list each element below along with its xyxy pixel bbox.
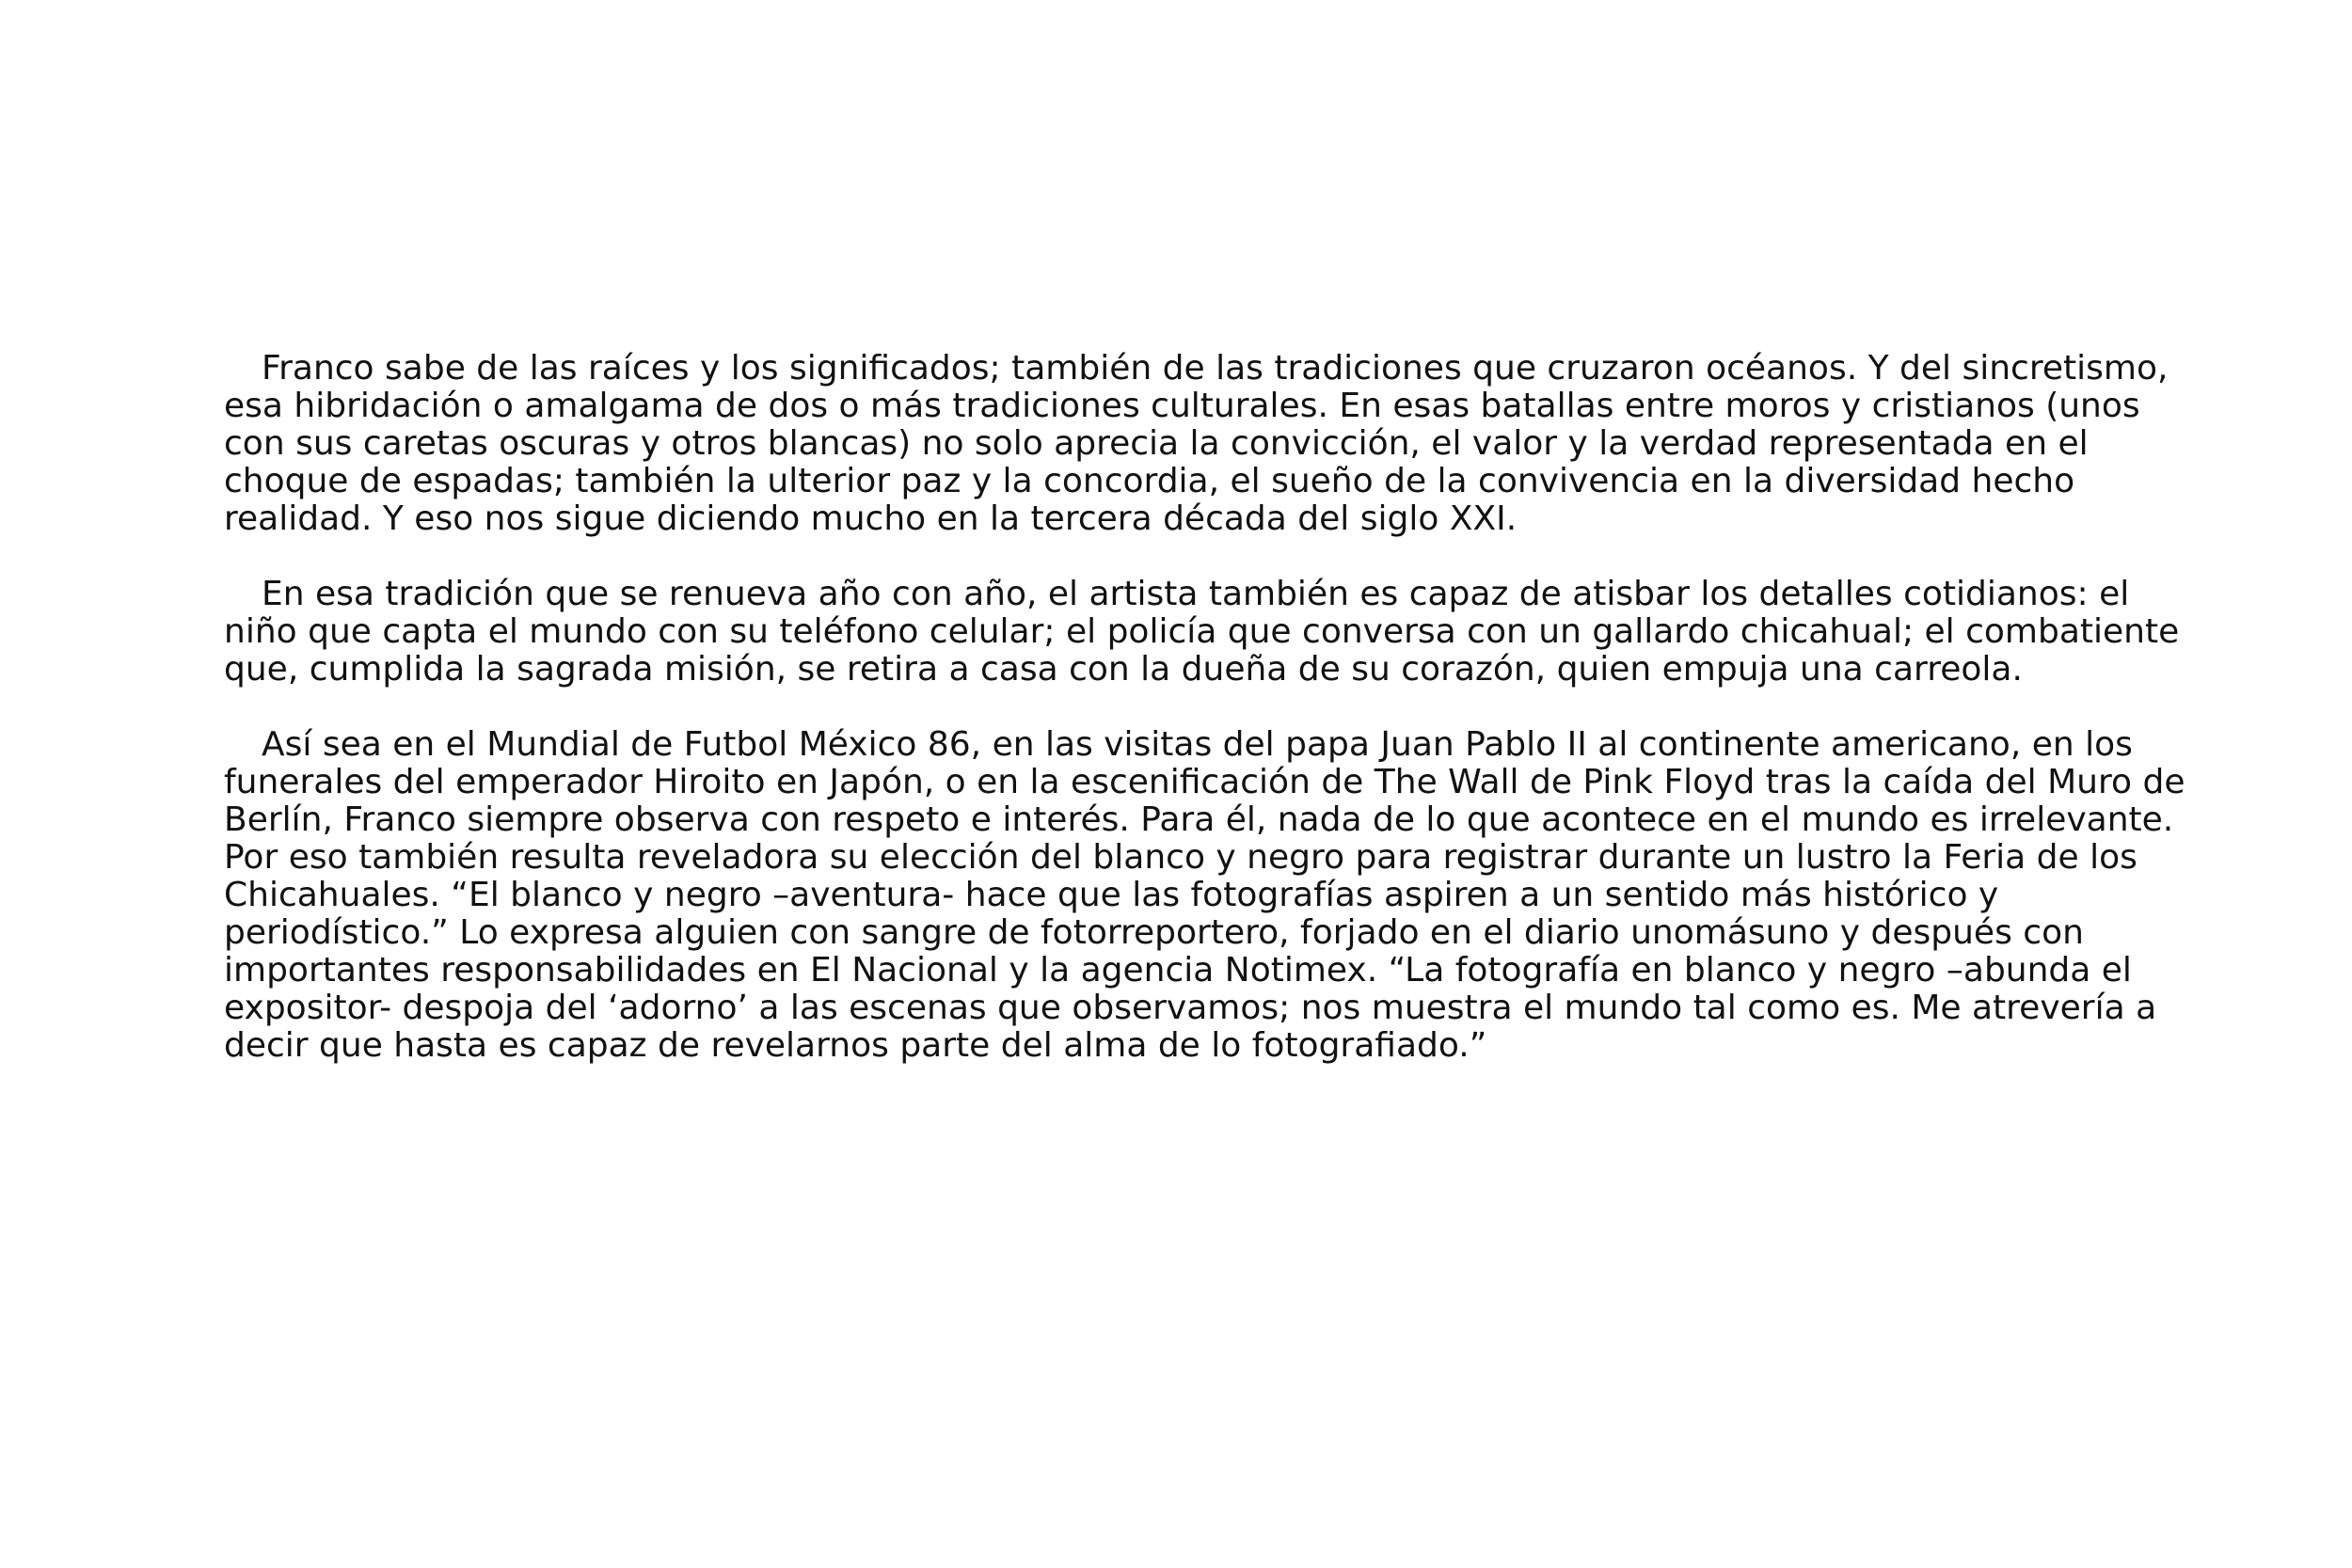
paragraph-2: En esa tradición que se renueva año con año, el artista también es capaz de atisbar los detalles cotidianos: el niño que capta el mundo con su teléfono celular; el policía que conversa con un gallardo chicahual; el combatiente que, cumplida la sagrada misión, se retira a casa con la dueña de su corazón, quien empuja una carreola. — [224, 575, 2180, 689]
body-text — [224, 350, 2190, 1065]
paragraph-3: Así sea en el Mundial de Futbol México 86, en las visitas del papa Juan Pablo II al continente americano, en los funerales del emperador Hiroito en Japón, o en la escenificación de The Wall de Pink Floyd tras la caída del Muro de Berlín, Franco siempre observa con respeto e interés. Para él, nada de lo que acontece en el mundo es irrelevante. Por eso también resulta reveladora su elección del blanco y negro para registrar durante un lustro la Feria de los Chicahuales. “El blanco y negro –aventura- hace que las fotografías aspiren a un sentido más histórico y periodístico.” Lo expresa alguien con sangre de fotorreportero, forjado en el diario unomásuno y después con importantes responsabilidades en El Nacional y la agencia Notimex. “La fotografía en blanco y negro –abunda el expositor- despoja del ‘adorno’ a las escenas que observamos; nos muestra el mundo tal como es. Me atrevería a decir que hasta es capaz de revelarnos parte del alma de lo fotografiado.” — [224, 725, 2185, 1065]
paragraph-1: Franco sabe de las raíces y los significados; también de las tradiciones que cruzaron océanos. Y del sincretismo, esa hibridación o amalgama de dos o más tradiciones culturales. En esas batallas entre moros y cristianos (unos con sus caretas oscuras y otros blancas) no solo aprecia la convicción, el valor y la verdad representada en el choque de espadas; también la ulterior paz y la concordia, el sueño de la convivencia en la diversidad hecho realidad. Y eso nos sigue diciendo mucho en la tercera década del siglo XXI. — [224, 349, 2169, 538]
